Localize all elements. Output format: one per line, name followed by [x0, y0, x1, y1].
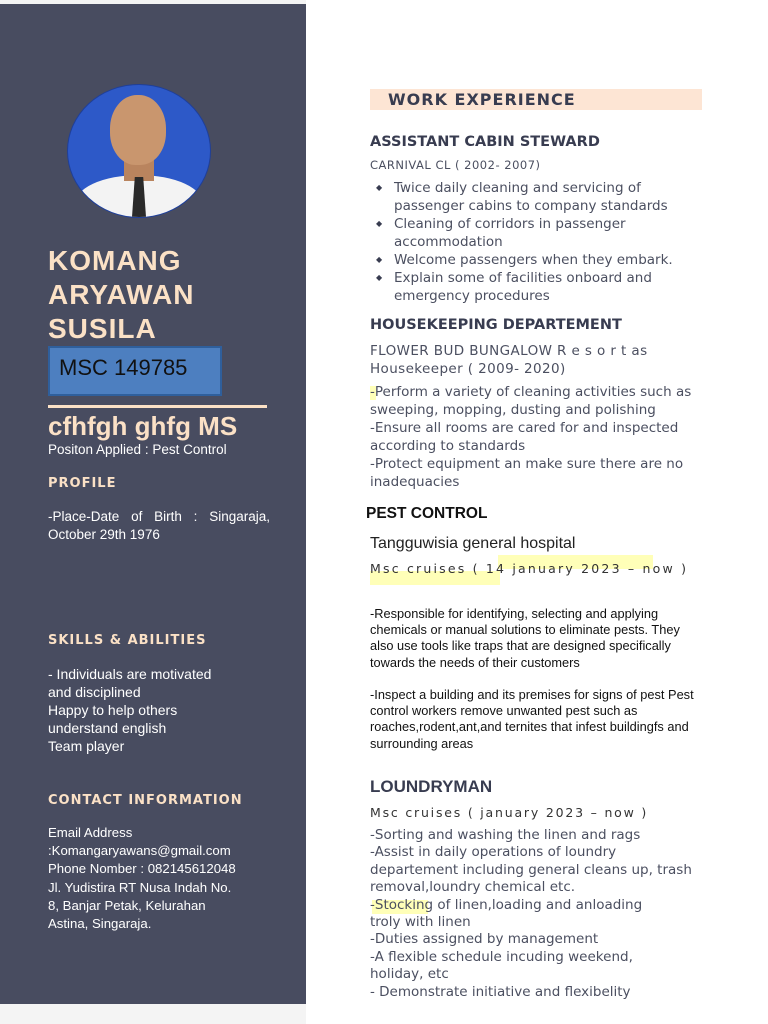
job1-title: ASSISTANT CABIN STEWARD	[370, 134, 600, 150]
list-item: ◆ Twice daily cleaning and servicing of passenger cabins to company standards	[370, 179, 705, 215]
job3-duties-2: -Inspect a building and its premises for signs of pest Pest control workers remove unwanted pest such as roaches,rodent,ant,and ternites that infest buildingfs and surrounding areas	[370, 687, 694, 751]
list-item: ◆ Welcome passengers when they embark.	[370, 251, 705, 269]
list-item: ◆ Cleaning of corridors in passenger accommodation	[370, 215, 705, 251]
job2-company: FLOWER BUD BUNGALOW R e s o r t as Housekeeper ( 2009- 2020)	[370, 343, 648, 377]
contact-info: Email Address :Komangaryawans@gmail.com Phone Nomber : 082145612048 Jl. Yudistira RT Nusa Indah No. 8, Banjar Petak, Kelurahan Astina, Singaraja.	[48, 825, 236, 932]
name-divider	[48, 405, 267, 408]
work-experience-title: WORK EXPERIENCE	[388, 90, 576, 109]
job3-title: PEST CONTROL	[366, 505, 488, 522]
job4-dates: Msc cruises ( january 2023 – now )	[370, 805, 649, 820]
position-applied: Positon Applied : Pest Control	[48, 442, 227, 457]
overlap-text: cfhfgh ghfg MS	[48, 411, 238, 441]
job3-dates: Msc cruises ( 14 january 2023 – now )	[370, 561, 689, 576]
msc-id-box: MSC 149785	[48, 346, 222, 396]
job2-title: HOUSEKEEPING DEPARTEMENT	[370, 317, 622, 333]
birth-info: -Place-Date of Birth : Singaraja, October 29th 1976	[48, 509, 270, 542]
job3-duties-1: -Responsible for identifying, selecting and applying chemicals or manual solutions to eliminate pests. They also use tools like traps that are designed specifically towards the needs of their customers	[370, 606, 680, 670]
skills-heading: SKILLS & ABILITIES	[48, 633, 207, 648]
work-experience-bar	[370, 89, 702, 110]
skills-list: - Individuals are motivated and disciplined Happy to help others understand english Team player	[48, 666, 212, 754]
job4-title: LOUNDRYMAN	[370, 777, 493, 796]
job4-duties: -Sorting and washing the linen and rags -Assist in daily operations of loundry departement including general cleans up, trash removal,loundry chemical etc. -Stocking of linen,loading and anloading troly with linen -Duties assigned by management -A flexible schedule incuding weekend, holiday, etc - Demonstrate initiative and flexibelity	[370, 827, 692, 1000]
job2-duties: -Perform a variety of cleaning activities such as sweeping, mopping, dusting and polishing -Ensure all rooms are cared for and inspected according to standards -Protect equipment an make sure there are no inadequacies	[370, 384, 692, 490]
contact-heading: CONTACT INFORMATION	[48, 793, 243, 808]
candidate-name: KOMANG ARYAWAN SUSILA	[48, 245, 195, 344]
list-item: ◆ Explain some of facilities onboard and emergency procedures	[370, 269, 705, 305]
profile-heading: PROFILE	[48, 476, 117, 491]
job1-company: CARNIVAL CL ( 2002- 2007)	[370, 158, 541, 172]
job1-bullets	[370, 179, 705, 305]
profile-photo	[67, 84, 211, 218]
job3-place: Tangguwisia general hospital	[370, 535, 576, 552]
